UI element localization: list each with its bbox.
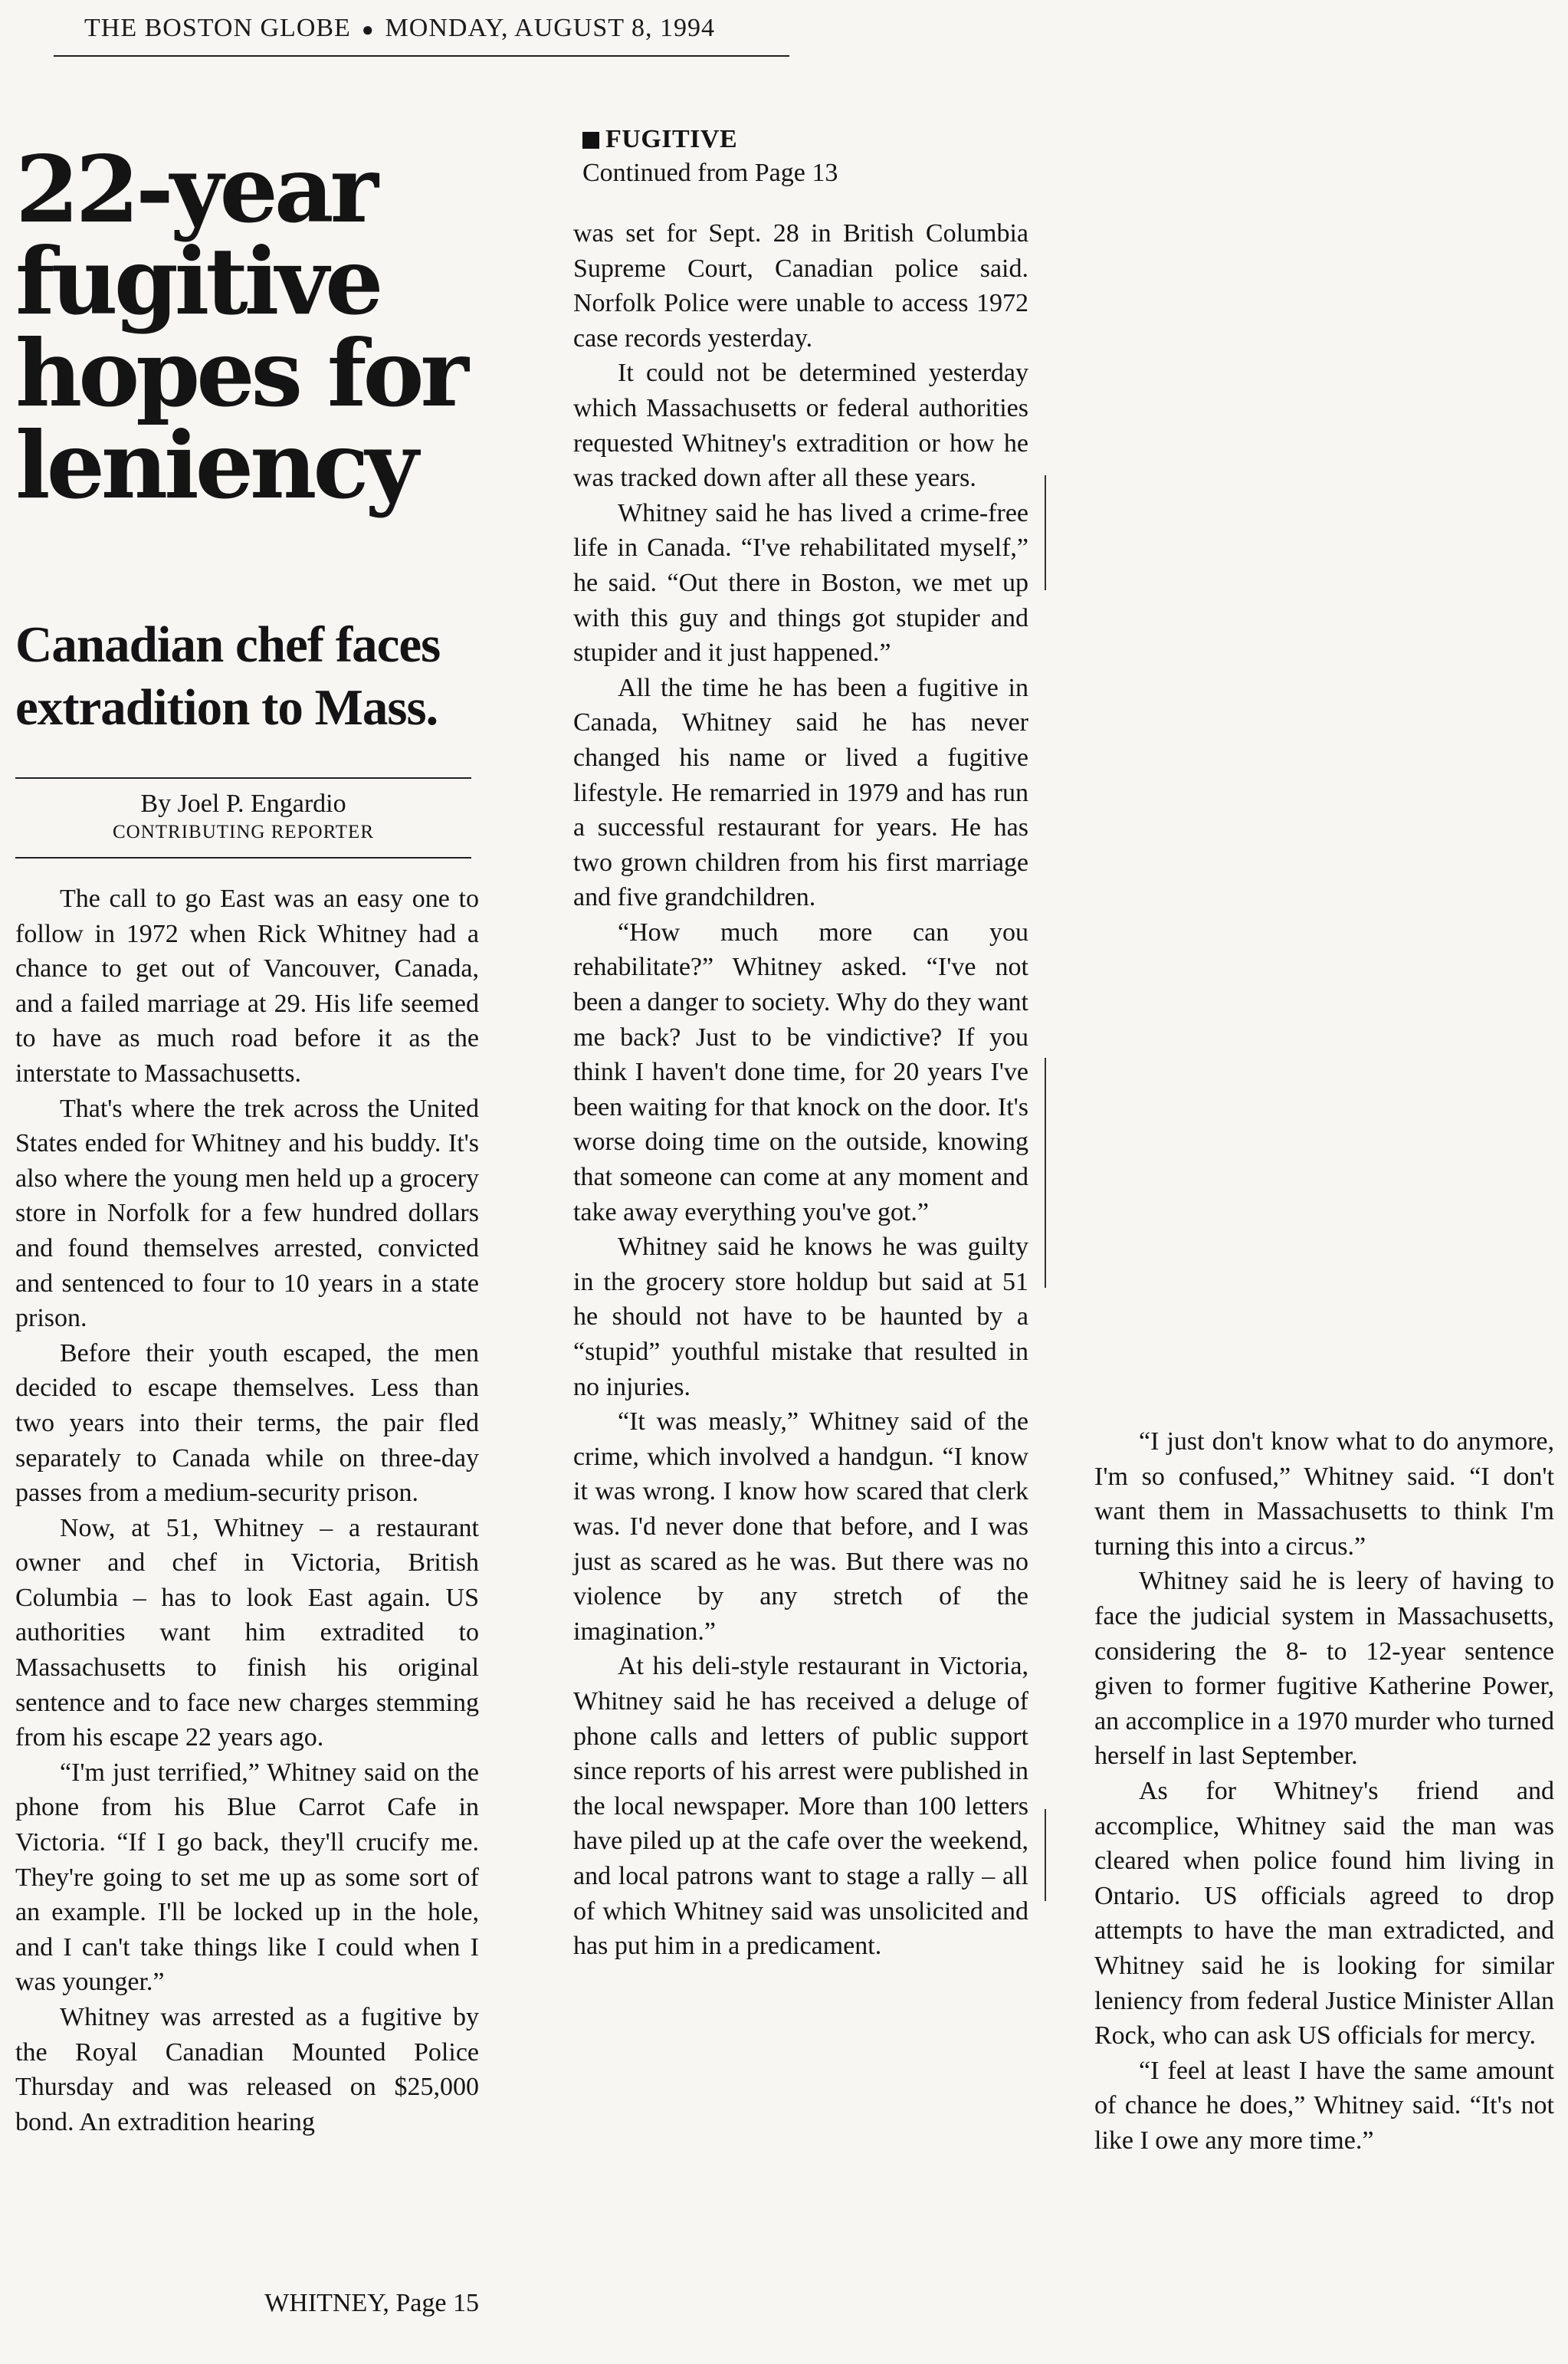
paragraph: All the time he has been a fugitive in Canada, Whitney said he has never changed his name or lived a fugitive lifestyle. He remarried in 1979 and has run a successful restaurant for years. He has two grown children from his first marriage and five grandchildren.: [573, 673, 1028, 912]
article-column-1: [15, 882, 479, 2139]
byline-rule-bottom: [15, 857, 471, 859]
subheadline: [15, 613, 490, 739]
column-rule: [1045, 475, 1046, 590]
masthead: [84, 14, 715, 43]
paragraph: The call to go East was an easy one to follow in 1972 when Rick Whitney had a chance to get out of Vancouver, Canada, and a failed marriage at 29. His life seemed to have as much road before it as the interstate to Massachusetts.: [15, 885, 479, 1088]
jump-line: WHITNEY, Page 15: [264, 2289, 479, 2317]
continued-line: Continued from Page 13: [582, 159, 838, 187]
paragraph: At his deli-style restaurant in Victoria, Whitney said he has received a deluge of phone calls and letters of public support since reports of his arrest were published in the local newspaper. More than 100 letters have piled up at the cafe over the weekend, and local patrons want to stage a rally – all of which Whitney said was unsolicited and has put him in a predicament.: [573, 1652, 1028, 1961]
headline: [15, 136, 490, 520]
column-rule: [1045, 1058, 1046, 1288]
headline-line: fugitive: [15, 228, 380, 336]
column-rule: [1045, 1809, 1046, 1901]
subheadline-line: Canadian chef faces: [15, 616, 441, 673]
paragraph: Now, at 51, Whitney – a restaurant owner and chef in Victoria, British Columbia – has to look East again. US authorities want him extradited to Massachusetts to finish his original sentence and to face new charges stemming from his escape 22 years ago.: [15, 1513, 479, 1752]
byline-role: CONTRIBUTING REPORTER: [112, 822, 375, 842]
issue-date: MONDAY, AUGUST 8, 1994: [385, 14, 715, 42]
paragraph: “How much more can you rehabilitate?” Whitney asked. “I've not been a danger to society. Why do they want me back? Just to be vindictive? If you think I haven't done time, for 20 years I've been waiting for that knock on the door. It's worse doing time on the outside, knowing that someone can come at any moment and take away everything you've got.”: [573, 918, 1028, 1226]
article-column-2: [573, 216, 1028, 1964]
headline-line: leniency: [15, 412, 415, 520]
subheadline-line: extradition to Mass.: [15, 679, 438, 736]
paragraph: “It was measly,” Whitney said of the crime, which involved a handgun. “I know it was wrong. I know how scared that clerk was. I'd never done that before, and I was just as scared as he was. But there was no violence by any stretch of the imagination.”: [573, 1407, 1028, 1646]
headline-line: hopes for: [15, 320, 465, 428]
byline: [15, 788, 471, 845]
paragraph: “I feel at least I have the same amount of chance he does,” Whitney said. “It's not like I owe any more time.”: [1094, 2056, 1554, 2155]
kicker-label: FUGITIVE: [605, 125, 738, 153]
paragraph: It could not be determined yesterday which Massachusetts or federal authorities requested Whitney's extradition or how he was tracked down after all these years.: [573, 359, 1028, 493]
paragraph: Whitney said he is leery of having to face the judicial system in Massachusetts, considering the 8- to 12-year sentence given to former fugitive Katherine Power, an accomplice in a 1970 murder who turned herself in last September.: [1094, 1567, 1554, 1771]
paragraph: As for Whitney's friend and accomplice, Whitney said the man was cleared when police found him living in Ontario. US officials agreed to drop attempts to have the man extradicted, and Whitney said he is looking for similar leniency from federal Justice Minister Allan Rock, who can ask US officials for mercy.: [1094, 1776, 1554, 2050]
continuation-kicker: [582, 123, 838, 190]
paragraph: “I just don't know what to do anymore, I'm so confused,” Whitney said. “I don't want them in Massachusetts to think I'm turning this into a circus.”: [1094, 1427, 1554, 1561]
paragraph: Whitney said he knows he was guilty in the grocery store holdup but said at 51 he should not have to be haunted by a “stupid” youthful mistake that resulted in no injuries.: [573, 1233, 1028, 1401]
masthead-rule: [54, 55, 789, 57]
paragraph: Whitney was arrested as a fugitive by the Royal Canadian Mounted Police Thursday and was released on $25,000 bond. An extradition hearing: [15, 2003, 479, 2136]
square-bullet-icon: [582, 132, 599, 149]
byline-rule-top: [15, 777, 471, 779]
article-column-3: [1094, 1424, 1554, 2158]
newspaper-name: THE BOSTON GLOBE: [84, 14, 351, 42]
paragraph: That's where the trek across the United States ended for Whitney and his buddy. It's also where the young men held up a grocery store in Norfolk for a few hundred dollars and found themselves arrested, convicted and sentenced to four to 10 years in a state prison.: [15, 1094, 479, 1333]
paragraph: “I'm just terrified,” Whitney said on the phone from his Blue Carrot Cafe in Victoria. “If I go back, they'll crucify me. They're going to set me up as some sort of an example. I'll be locked up in the hole, and I can't take things like I could when I was younger.”: [15, 1758, 479, 1997]
byline-author: By Joel P. Engardio: [140, 790, 346, 818]
paragraph: was set for Sept. 28 in British Columbia Supreme Court, Canadian police said. Norfolk Police were unable to access 1972 case records yesterday.: [573, 219, 1028, 353]
paragraph: Whitney said he has lived a crime-free life in Canada. “I've rehabilitated myself,” he said. “Out there in Boston, we met up with this guy and things got stupider and stupider and it just happened.”: [573, 498, 1028, 668]
paragraph: Before their youth escaped, the men decided to escape themselves. Less than two years into their terms, the pair fled separately to Canada while on three-day passes from a medium-security prison.: [15, 1338, 479, 1508]
headline-line: 22-year: [15, 136, 375, 244]
bullet-separator: ●: [361, 18, 375, 41]
